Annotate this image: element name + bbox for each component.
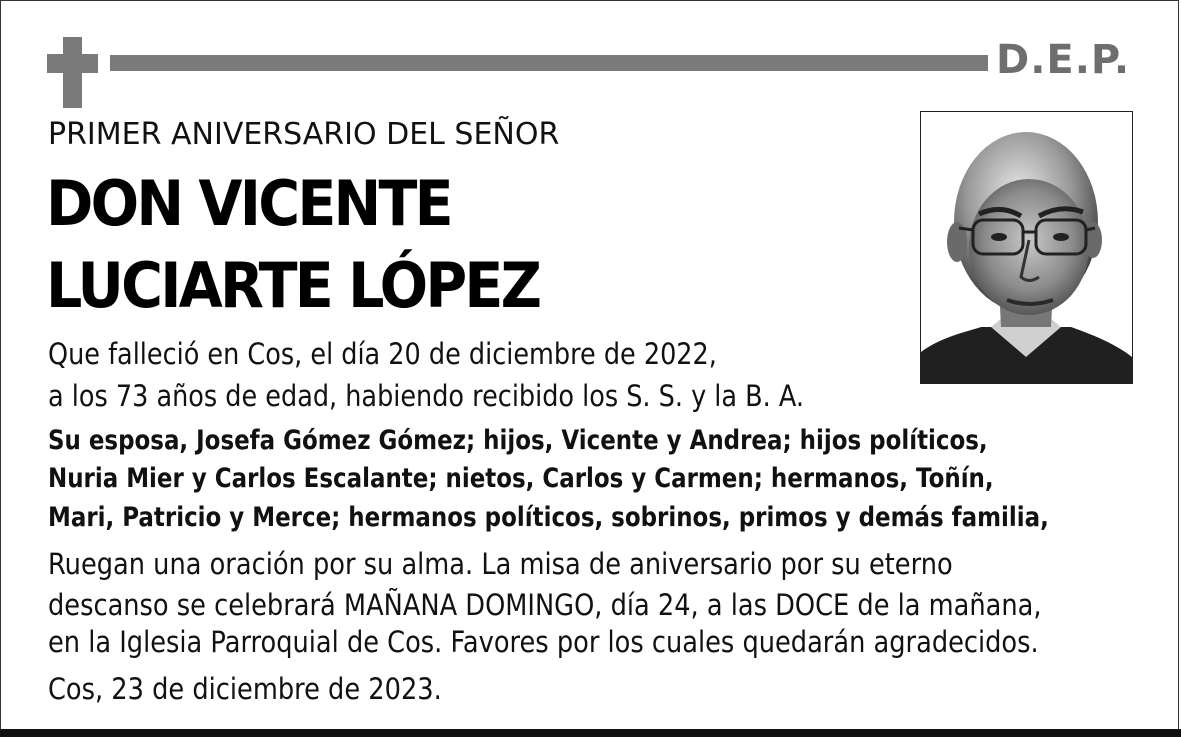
dep-label: D.E.P. [996, 37, 1131, 83]
deceased-name-line-2: LUCIARTE LÓPEZ [46, 249, 540, 322]
family-line-2: Nuria Mier y Carlos Escalante; nietos, Carlos y Carmen; hermanos, Toñín, [48, 463, 994, 494]
deceased-photo [920, 111, 1133, 384]
bottom-rule [0, 729, 1181, 737]
death-details-line-2: a los 73 años de edad, habiendo recibido los S. S. y la B. A. [48, 379, 805, 413]
mass-details-line-3: en la Iglesia Parroquial de Cos. Favores por los cuales quedarán agradecidos. [48, 625, 1039, 659]
family-line-1: Su esposa, Josefa Gómez Gómez; hijos, Vicente y Andrea; hijos políticos, [48, 425, 988, 456]
death-details-line-1: Que falleció en Cos, el día 20 de diciembre de 2022, [48, 337, 717, 371]
cross-icon-bar [47, 54, 98, 73]
deceased-name-line-1: DON VICENTE [46, 167, 451, 240]
notice-date: Cos, 23 de diciembre de 2023. [48, 672, 442, 706]
notice-subtitle: PRIMER ANIVERSARIO DEL SEÑOR [48, 117, 560, 152]
family-line-3: Mari, Patricio y Merce; hermanos políticos, sobrinos, primos y demás familia, [48, 502, 1049, 533]
header-rule [110, 55, 988, 71]
mass-details-line-1: Ruegan una oración por su alma. La misa de aniversario por su eterno [48, 547, 953, 581]
mass-details-line-2: descanso se celebrará MAÑANA DOMINGO, día 24, a las DOCE de la mañana, [48, 588, 1042, 622]
